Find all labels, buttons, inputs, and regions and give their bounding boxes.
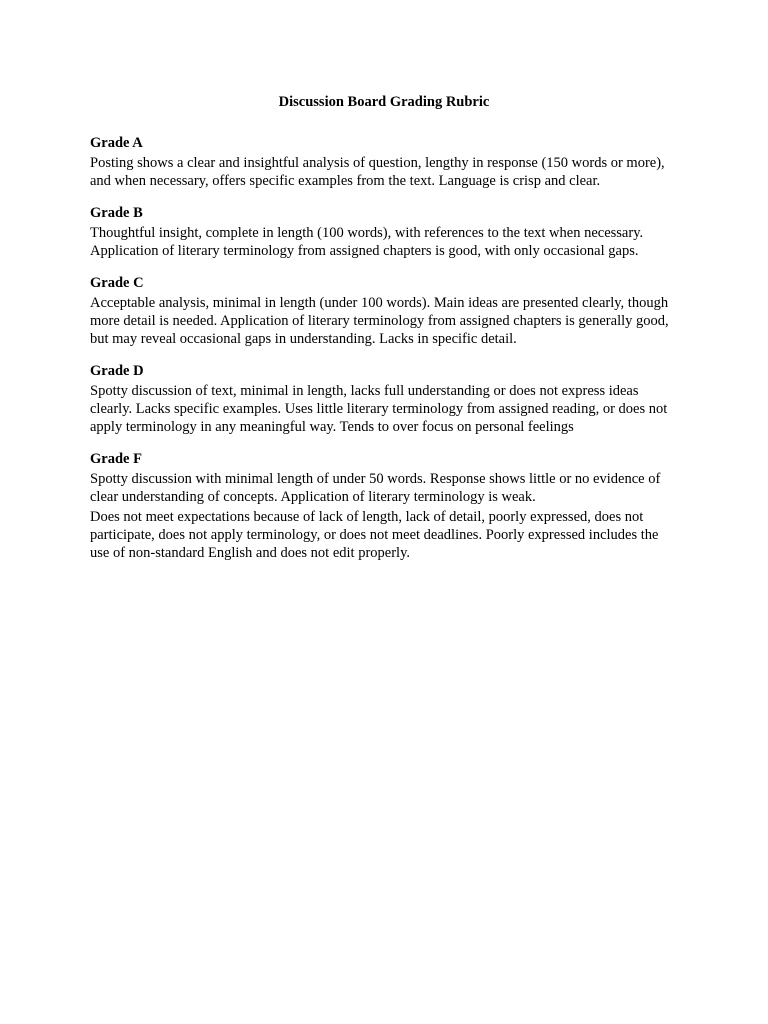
grade-d-description: Spotty discussion of text, minimal in length, lacks full understanding or does not express ideas clearly. Lacks specific examples. Uses little literary terminology from assigned reading, or does not apply terminology in any meaningful way. Tends to over focus on personal feelings [90, 383, 668, 435]
grade-f-section [90, 450, 680, 562]
grade-b-heading: Grade B [90, 205, 143, 221]
grade-d-heading: Grade D [90, 363, 144, 379]
rubric-content [90, 134, 680, 576]
grade-b-description: Thoughtful insight, complete in length (100 words), with references to the text when necessary. Application of literary terminology from assigned chapters is good, with only occasional gaps. [90, 225, 644, 259]
grade-a-description: Posting shows a clear and insightful analysis of question, lengthy in response (150 words or more), and when necessary, offers specific examples from the text. Language is crisp and clear. [90, 155, 665, 189]
grade-a-heading: Grade A [90, 135, 143, 151]
grade-f-description: Spotty discussion with minimal length of under 50 words. Response shows little or no evidence of clear understanding of concepts. Application of literary terminology is weak. [90, 471, 661, 505]
grade-c-heading: Grade C [90, 275, 144, 291]
grade-b-section [90, 204, 680, 260]
document-title: Discussion Board Grading Rubric [278, 94, 490, 110]
grade-a-section [90, 134, 680, 190]
grade-f-heading: Grade F [90, 451, 142, 467]
grade-c-section [90, 274, 680, 348]
grade-d-section [90, 362, 680, 436]
grade-f-expectations: Does not meet expectations because of lack of length, lack of detail, poorly expressed, does not participate, does not apply terminology, or does not meet deadlines. Poorly expressed includes the use of non-standard English and does not edit properly. [90, 509, 659, 561]
grade-c-description: Acceptable analysis, minimal in length (under 100 words). Main ideas are presented clearly, though more detail is needed. Application of literary terminology from assigned chapters is generally good, but may reveal occasional gaps in understanding. Lacks in specific detail. [90, 295, 669, 347]
